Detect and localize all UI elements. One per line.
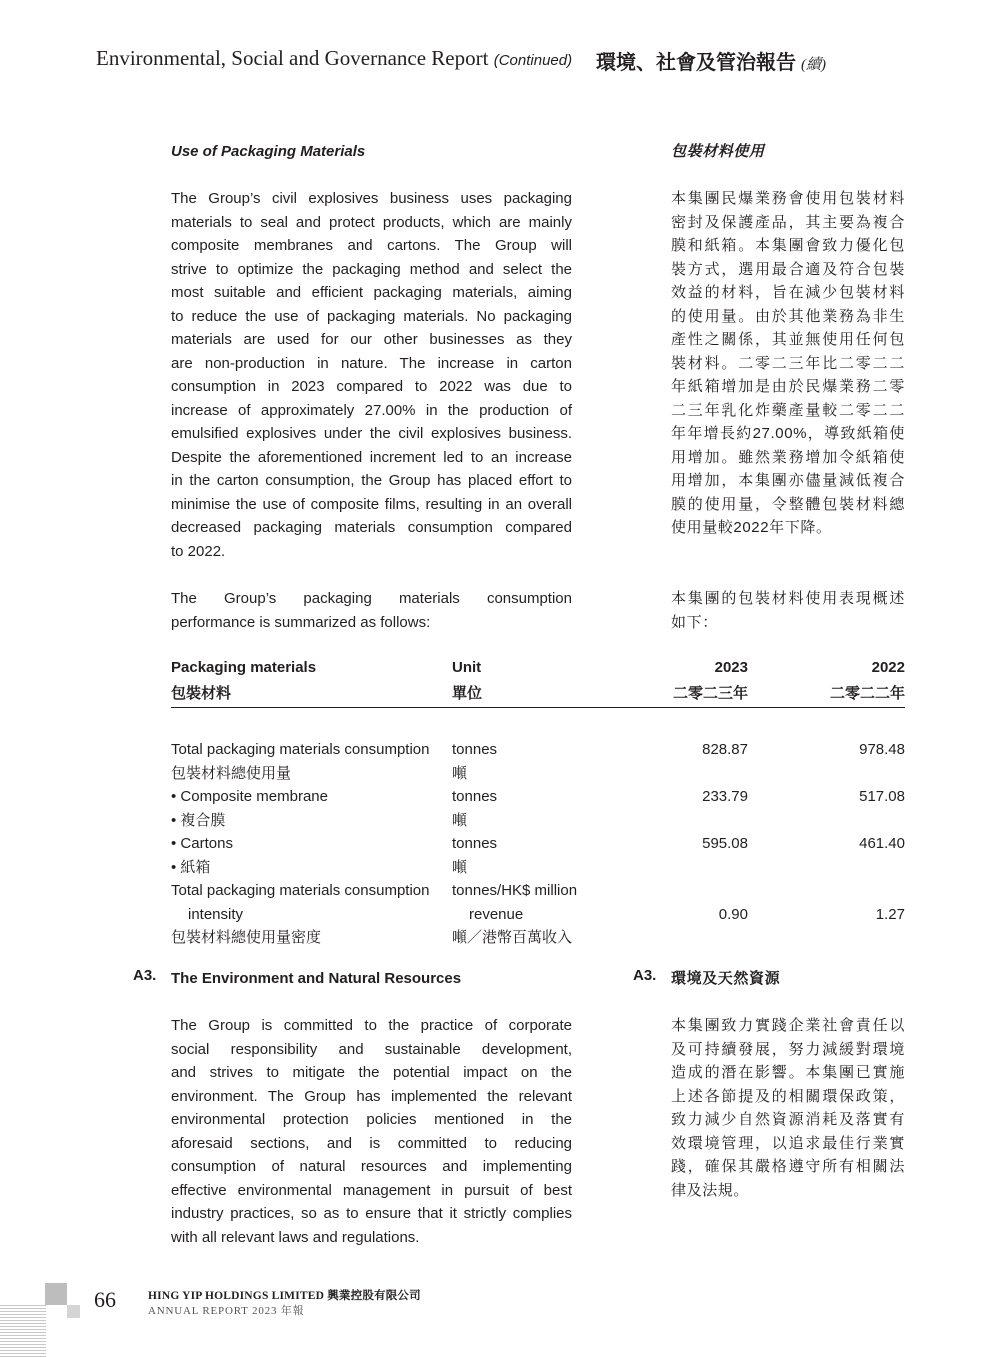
row-unit-en-cont: revenue [469,905,524,923]
row-label-zh: 包裝材料總使用量 [171,764,292,782]
text-line: materials are used for our other businesses as they [171,331,572,348]
text-line: emulsified explosives under the civil explosives business. [171,425,572,442]
text-line: 本集團的包裝材料使用表現概述 [671,590,905,607]
text-line: 用增加。雖然業務增加令紙箱使 [671,448,905,466]
header-continued-zh: (續) [801,57,826,73]
text-line: 裝材料。二零二三年比二零二二 [671,354,905,372]
row-unit-zh: 噸 [452,764,468,782]
packaging-paragraph-en [171,187,572,563]
text-line: 造成的潛在影響。本集團已實施 [671,1064,905,1081]
text-line: 及可持續發展，努力減緩對環境 [671,1040,905,1058]
row-value-2023: 828.87 [702,741,748,758]
text-line: environment. The Group has implemented the relevant [171,1087,572,1105]
text-line: effective environmental management in pursuit of best [171,1181,572,1199]
table-header-row [171,682,905,708]
text-line: most suitable and efficient packaging materials, aiming [171,284,572,301]
text-line: with all relevant laws and regulations. [171,1228,420,1246]
text-line: 律及法規。 [671,1181,750,1199]
text-line: Despite the aforementioned increment led to an increase [171,448,572,466]
row-unit-en: tonnes [452,835,498,852]
row-unit-zh: 噸／港幣百萬收入 [452,929,573,946]
section-number-zh: A3. [633,967,657,984]
text-line: to reduce the use of packaging materials. No packaging [171,307,572,325]
text-line: 使用量較2022年下降。 [671,519,832,536]
text-line: consumption of natural resources and implementing [171,1158,572,1175]
summary-paragraph-en [171,587,572,634]
row-label-zh: • 紙箱 [171,858,211,876]
text-line: minimise the use of composite films, resulting in an overall [171,495,572,513]
a3-heading-zh: 環境及天然資源 [671,970,781,987]
summary-paragraph-zh [671,587,905,634]
text-line: The Group is committed to the practice of corporate [171,1017,572,1034]
footer-report-name: ANNUAL REPORT 2023 年報 [148,1305,305,1317]
text-line: social responsibility and sustainable development, [171,1040,572,1058]
row-unit-en: tonnes [452,788,498,805]
text-line: 效益的材料，旨在減少包裝材料 [671,284,905,301]
row-value-2023: 0.90 [718,905,748,923]
text-line: 年紙箱增加是由於民爆業務二零 [671,378,905,395]
row-label-zh: • 複合膜 [171,811,226,829]
packaging-heading-en: Use of Packaging Materials [171,143,366,160]
text-line: 膜的使用量，令整體包裝材料總 [671,495,905,513]
row-unit-en: tonnes/HK$ million [452,882,578,899]
row-value-2022: 517.08 [859,788,905,805]
col-header-unit-en: Unit [452,659,482,676]
row-label-zh: 包裝材料總使用量密度 [171,929,322,946]
text-line: strive to optimize the packaging method and select the [171,260,572,278]
text-line: composite membranes and cartons. The Group will [171,237,572,254]
packaging-paragraph-zh [671,187,905,540]
table-header-row [171,656,905,682]
text-line: materials to seal and protect products, which are mainly [171,213,572,231]
text-line: are non-production in nature. The increase in carton [171,354,572,372]
text-line: increase of approximately 27.00% in the production of [171,401,572,419]
row-label-en: • Composite membrane [171,788,328,805]
text-line: 二三年乳化炸藥產量較二零二二 [671,401,905,419]
table-row [171,762,905,786]
col-header-2022-en: 2022 [871,659,905,676]
row-label-en: Total packaging materials consumption [171,882,430,899]
text-line: The Group’s civil explosives business uses packaging [171,190,572,207]
text-line: 效環境管理，以追求最佳行業實 [671,1134,905,1152]
footer-square-decoration [67,1305,80,1318]
row-value-2022: 1.27 [875,905,905,923]
table-row [171,856,905,880]
text-line: industry practices, so as to ensure that it strictly complies [171,1205,572,1222]
table-row [171,879,905,903]
header-title-zh: 環境、社會及管治報告 [596,52,796,74]
col-header-2022-zh: 二零二二年 [748,682,905,708]
row-value-2022: 461.40 [859,835,905,852]
row-unit-zh: 噸 [452,858,468,876]
footer-stripe-decoration [0,1305,46,1357]
text-line: 年年增長約27.00%，導致紙箱使 [671,425,905,442]
col-header-2023-zh: 二零二三年 [605,682,748,708]
col-header-unit-zh: 單位 [452,682,605,708]
text-line: 如下： [671,613,718,631]
table-row [171,785,905,809]
page-header [96,46,856,74]
a3-paragraph-en [171,1014,572,1249]
row-value-2023: 595.08 [702,835,748,852]
footer-square-decoration [45,1283,67,1305]
header-title-zh-wrap [596,46,826,75]
text-line: and strives to mitigate the potential impact on the [171,1064,572,1081]
text-line: performance is summarized as follows: [171,613,431,631]
header-title-en: Environmental, Social and Governance Report [96,46,489,70]
footer-company-name: HING YIP HOLDINGS LIMITED 興業控股有限公司 [148,1290,421,1302]
text-line: 密封及保護產品，其主要為複合 [671,213,905,231]
table-row [171,738,905,762]
text-line: aforesaid sections, and is committed to reducing [171,1134,572,1152]
text-line: 產性之關係，其並無使用任何包 [671,331,905,348]
table-row [171,832,905,856]
col-header-2023-en: 2023 [714,659,748,676]
a3-heading-en: The Environment and Natural Resources [171,970,462,987]
text-line: 膜和紙箱。本集團會致力優化包 [671,237,905,254]
col-header-material-en: Packaging materials [171,659,317,676]
row-label-en: • Cartons [171,835,233,852]
text-line: in the carton consumption, the Group has placed effort to [171,472,572,489]
header-continued-en: (Continued) [493,52,573,69]
text-line: 踐，確保其嚴格遵守所有相關法 [671,1158,905,1175]
section-number-en: A3. [133,967,157,984]
text-line: 裝方式，選用最合適及符合包裝 [671,260,905,278]
text-line: 致力減少自然資源消耗及落實有 [671,1111,905,1128]
row-unit-en: tonnes [452,741,498,758]
text-line: 的使用量。由於其他業務為非生 [671,307,905,325]
row-label-en-cont: intensity [188,905,244,923]
row-value-2023: 233.79 [702,788,748,805]
col-header-material-zh: 包裝材料 [171,682,452,708]
table-row [171,809,905,833]
text-line: environmental protection policies mentioned in the [171,1111,572,1128]
table-row [171,926,905,950]
a3-paragraph-zh [671,1014,905,1202]
packaging-heading-zh: 包裝材料使用 [671,143,765,160]
text-line: consumption in 2023 compared to 2022 was due to [171,378,572,395]
table-row [171,903,905,927]
text-line: decreased packaging materials consumption compared [171,519,572,536]
table-spacer [171,708,905,739]
text-line: to 2022. [171,542,226,560]
text-line: 用增加，本集團亦儘量減低複合 [671,472,905,489]
row-label-en: Total packaging materials consumption [171,741,430,758]
text-line: 本集團民爆業務會使用包裝材料 [671,190,905,207]
row-value-2022: 978.48 [859,741,905,758]
text-line: 上述各節提及的相關環保政策， [671,1087,905,1105]
packaging-table [171,656,905,950]
page-number: 66 [94,1287,116,1312]
text-line: The Group’s packaging materials consumption [171,590,572,607]
text-line: 本集團致力實踐企業社會責任以 [671,1017,905,1034]
row-unit-zh: 噸 [452,811,468,829]
